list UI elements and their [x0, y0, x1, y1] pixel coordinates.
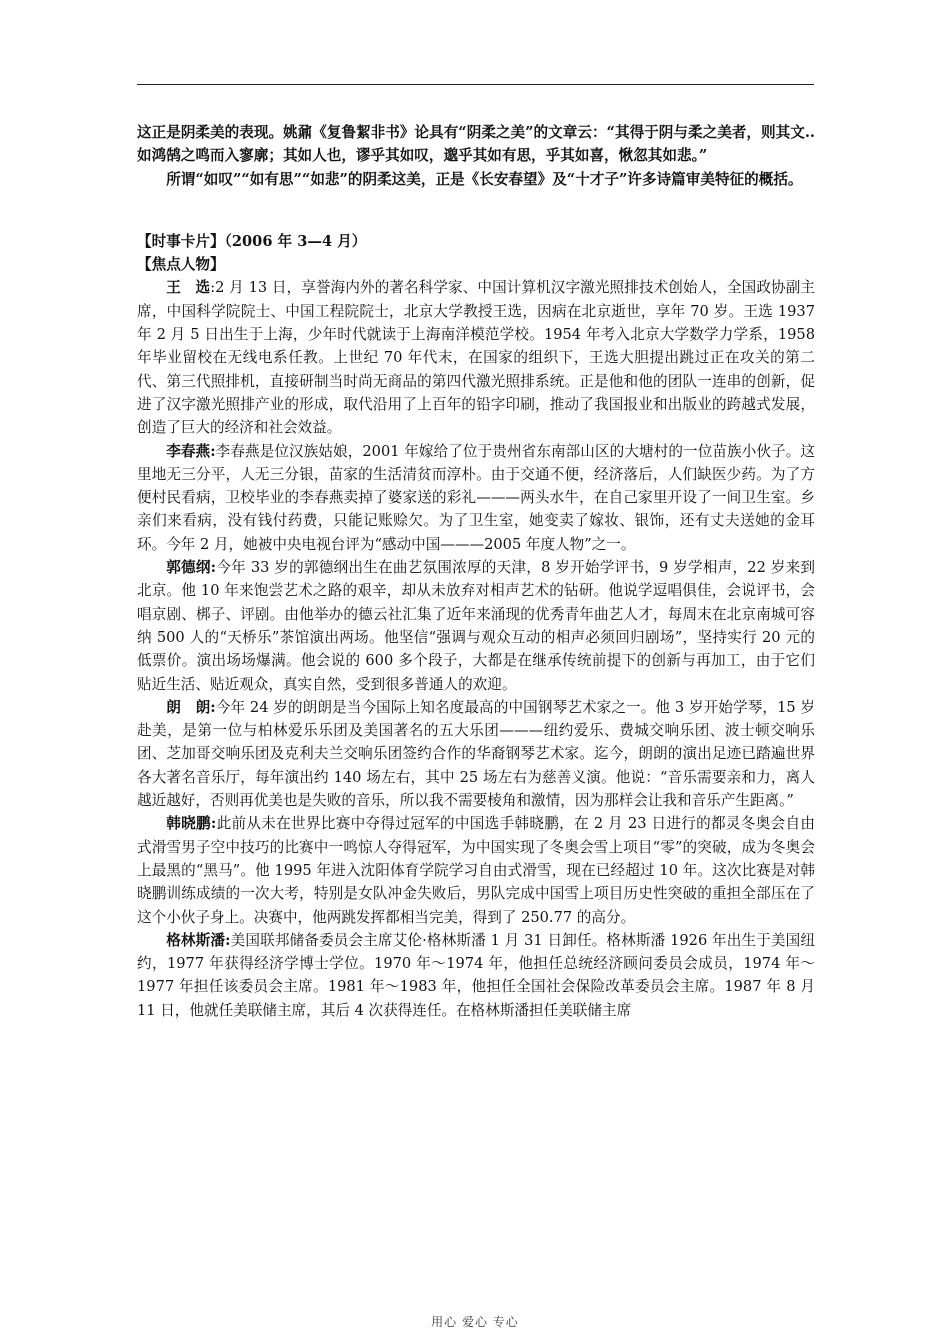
person-name: 李春燕: — [166, 442, 216, 460]
person-name: 王 选 — [166, 279, 211, 297]
person-name: 格林斯潘: — [166, 931, 231, 949]
person-text: 李春燕是位汉族姑娘，2001 年嫁给了位于贵州省东南部山区的大塘村的一位苗族小伙子。这里地无三分平，人无三分银，苗家的生活清贫而淳朴。由于交通不便，经济落后，人们缺医少药。为了方便村民看病，卫校毕业的李春燕卖掉了婆家送的彩礼———两头水牛，在自己家里开设了一间卫生室。乡亲们来看病，没有钱付药费，只能记账赊欠。为了卫生室，她变卖了嫁妆、银饰，还有丈夫送她的金耳环。今年 2 月，她被中央电视台评为“感动中国———2005 年度人物”之一。 — [137, 442, 815, 553]
person-name: 郭德纲: — [166, 559, 217, 577]
person-paragraph-guodegang — [137, 556, 815, 696]
document-body — [137, 121, 815, 1022]
card-heading: 【时事卡片】（2006 年 3—4 月） — [137, 232, 367, 250]
person-paragraph-wangxuan — [137, 276, 815, 439]
person-paragraph-hanxiaopeng — [137, 812, 815, 928]
person-text: 美国联邦储备委员会主席艾伦·格林斯潘 1 月 31 日卸任。格林斯潘 1926 年出生于美国纽约，1977 年获得经济学博士学位。1970 年～1974 年，他担任总统经济顾问委员会成员，1974 年～1977 年担任该委员会主席。1981 年～1983 年，他担任全国社会保险改革委员会主席。1987 年 8 月 11 日，他就任美联储主席，其后 4 次获得连任。在格林斯潘担任美联储主席 — [137, 931, 815, 1019]
person-text: 今年 33 岁的郭德纲出生在曲艺氛围浓厚的天津，8 岁开始学评书，9 岁学相声，22 岁来到北京。他 10 年来饱尝艺术之路的艰辛，却从未放弃对相声艺术的钻研。他说学逗唱俱佳，会说评书，会唱京剧、梆子、评剧。由他举办的德云社汇集了近年来涌现的优秀青年曲艺人才，每周末在北京南城可容纳 500 人的“天桥乐”茶馆演出两场。他坚信“强调与观众互动的相声必须回归剧场”，坚持实行 20 元的低票价。演出场场爆满。他会说的 600 多个段子，大都是在继承传统前提下的创新与再加工，由于它们贴近生活、贴近观众，真实自然，受到很多普通人的欢迎。 — [137, 559, 815, 693]
person-paragraph-lichunyan — [137, 440, 815, 556]
intro-paragraph-2: 所谓“如叹”“如有思”“如悲”的阴柔这美，正是《长安春望》及“十才子”许多诗篇审美特征的概括。 — [166, 170, 803, 188]
page-footer: 用心 爱心 专心 — [431, 1315, 519, 1329]
person-name: 朗 朗: — [166, 698, 216, 716]
intro-paragraph-1: 这正是阴柔美的表现。姚鼐《复鲁絜非书》论具有“阴柔之美”的文章云：“其得于阴与柔之美者，则其文..如鸿鹄之鸣而入寥廓；其如人也，谬乎其如叹，邈乎其如有思，乎其如喜，愀忽其如悲。” — [137, 124, 815, 165]
person-text: 今年 24 岁的朗朗是当今国际上知名度最高的中国钢琴艺术家之一。他 3 岁开始学琴，15 岁赴美，是第一位与柏林爱乐乐团及美国著名的五大乐团———纽约爱乐、费城交响乐团、波士顿交响乐团、芝加哥交响乐团及克利夫兰交响乐团签约合作的华裔钢琴艺术家。迄今，朗朗的演出足迹已踏遍世界各大著名音乐厅，每年演出约 140 场左右，其中 25 场左右为慈善义演。他说：“音乐需要亲和力，离人越近越好，否则再优美也是失败的音乐，所以我不需要棱角和激情，因为那样会让我和音乐产生距离。” — [137, 698, 816, 810]
person-text: 此前从未在世界比赛中夺得过冠军的中国选手韩晓鹏，在 2 月 23 日进行的都灵冬奥会自由式滑雪男子空中技巧的比赛中一鸣惊人夺得冠军，为中国实现了冬奥会雪上项目“零”的突破，成为冬奥会上最黑的“黑马”。他 1995 年进入沈阳体育学院学习自由式滑雪，现在已经超过 10 年。这次比赛是对韩晓鹏训练成绩的一次大考，特别是女队冲金失败后，男队完成中国雪上项目历史性突破的重担全部压在了这个小伙子身上。决赛中，他两跳发挥都相当完美，得到了 250.77 的高分。 — [137, 815, 815, 926]
person-name: 韩晓鹏: — [166, 815, 217, 833]
header-rule — [137, 84, 814, 85]
section-spacer — [137, 191, 815, 230]
person-paragraph-langlang — [137, 696, 815, 812]
person-text: :2 月 13 日，享誉海内外的著名科学家、中国计算机汉字激光照排技术创始人，全国政协副主席，中国科学院院士、中国工程院院士，北京大学教授王选，因病在北京逝世，享年 70 岁。王选 1937 年 2 月 5 日出生于上海，少年时代就读于上海南洋模范学校。1954 年考入北京大学数学力学系，1958 年毕业留校在无线电系任教。上世纪 70 年代末，在国家的组织下，王选大胆提出跳过正在攻关的第二代、第三代照排机，直接研制当时尚无商品的第四代激光照排系统。正是他和他的团队一连串的创新，促进了汉字激光照排产业的形成，取代沿用了上百年的铅字印刷，推动了我国报业和出版业的跨越式发展，创造了巨大的经济和社会效益。 — [137, 279, 815, 437]
section-heading: 【焦点人物】 — [137, 256, 225, 274]
person-paragraph-greenspan — [137, 929, 815, 1022]
